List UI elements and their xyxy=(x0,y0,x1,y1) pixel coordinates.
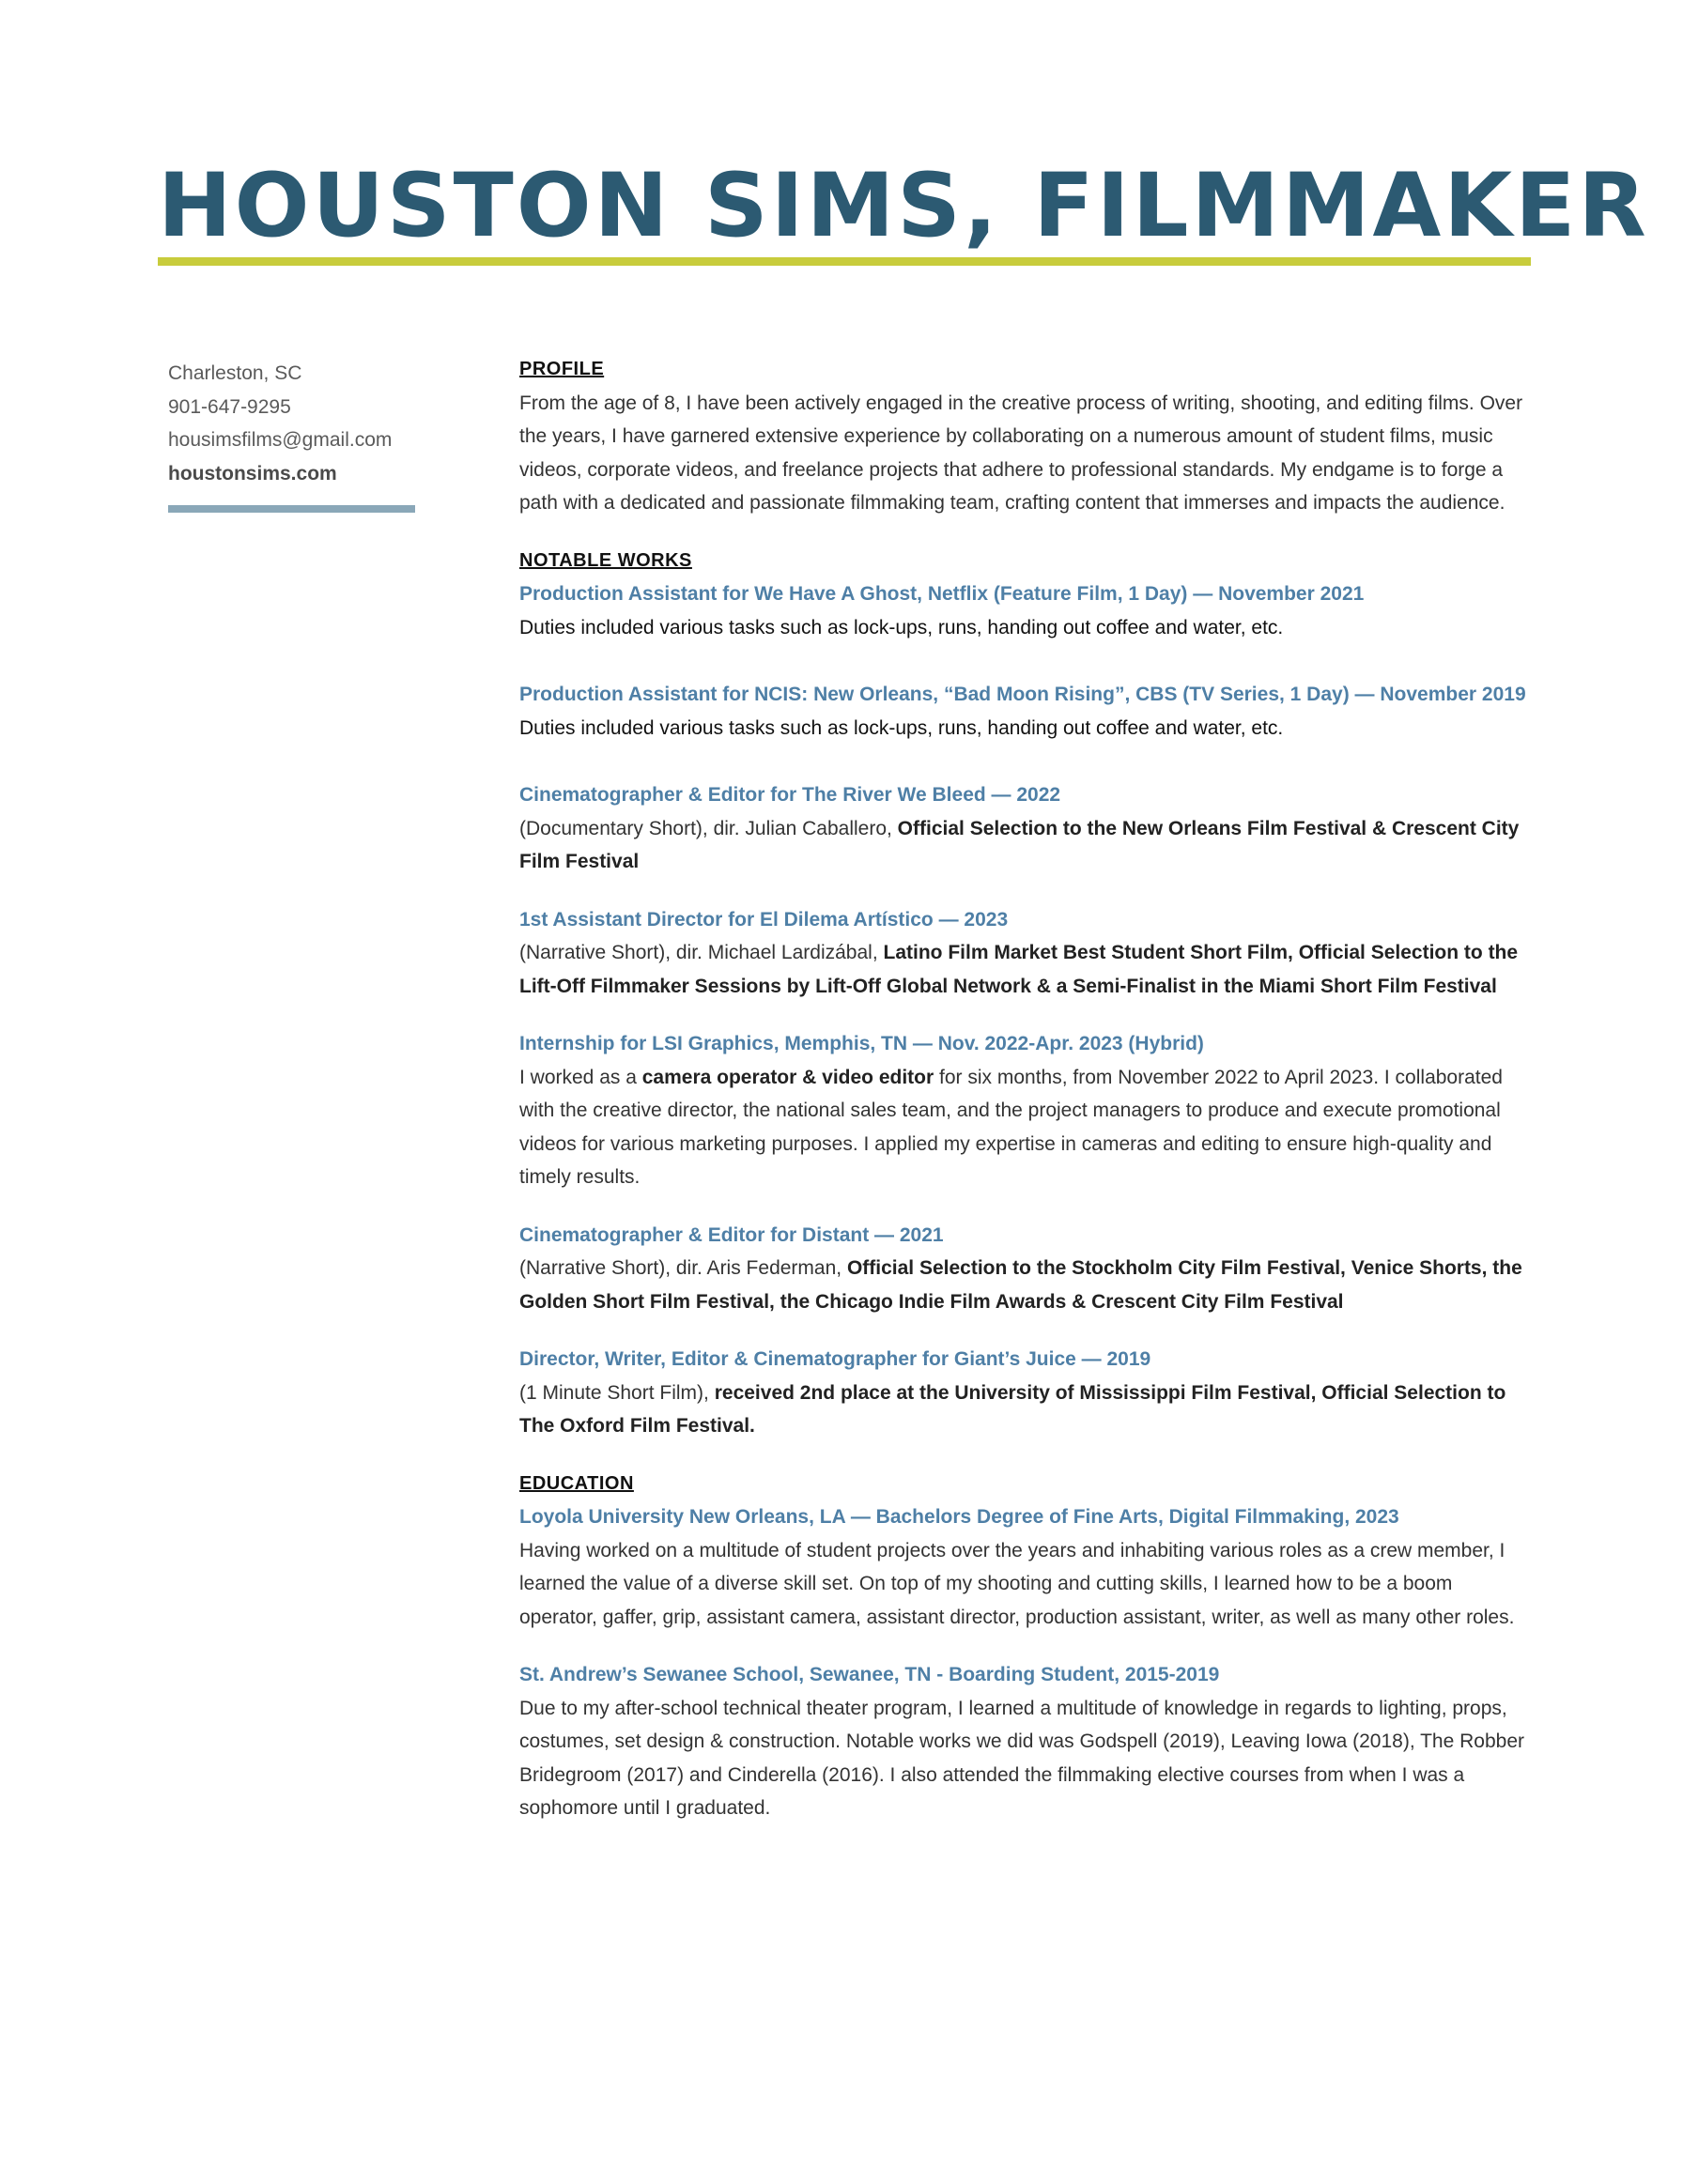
work-entry xyxy=(519,678,1534,745)
work-awards: Latino Film Market Best Student Short Film, Official Selection to the Lift-Off Filmmaker Sessions by Lift-Off Global Network & a Semi-Finalist in the Miami Short Film Festival xyxy=(519,942,1519,997)
work-entry xyxy=(519,903,1534,1004)
work-title: Production Assistant for NCIS: New Orleans, “Bad Moon Rising”, CBS (TV Series, 1 Day) — November 2019 xyxy=(519,684,1526,705)
education-section xyxy=(519,1468,1534,1825)
work-description xyxy=(519,1377,1534,1443)
works-section xyxy=(519,545,1534,1443)
sidebar-divider xyxy=(168,505,415,513)
work-title: Cinematographer & Editor for The River We Bleed — 2022 xyxy=(519,784,1061,806)
profile-text: From the age of 8, I have been actively engaged in the creative process of writing, shooting, and editing films. Over the years, I have garnered extensive experience by collaborating on a numerous amount of student films, music videos, corporate videos, and freelance projects that adhere to professional standards. My endgame is to forge a path with a dedicated and passionate filmmaking team, crafting content that immerses and impacts the audience. xyxy=(519,392,1523,514)
contact-phone: 901-647-9295 xyxy=(168,395,291,418)
work-title: 1st Assistant Director for El Dilema Artístico — 2023 xyxy=(519,908,1009,931)
profile-heading: PROFILE xyxy=(519,359,605,379)
work-entry xyxy=(519,1219,1534,1319)
education-entry xyxy=(519,1658,1534,1825)
page-title: HOUSTON SIMS, FILMMAKER xyxy=(158,155,1649,257)
work-title: Director, Writer, Editor & Cinematographer for Giant’s Juice — 2019 xyxy=(519,1348,1151,1370)
work-awards: Official Selection to the Stockholm City Film Festival, Venice Shorts, the Golden Short Film Festival, the Chicago Indie Film Awards & Crescent City Film Festival xyxy=(519,1257,1522,1313)
works-heading: NOTABLE WORKS xyxy=(519,549,692,571)
education-heading: EDUCATION xyxy=(519,1472,634,1494)
work-description xyxy=(519,812,1534,879)
contact-location: Charleston, SC xyxy=(168,362,302,384)
work-text-post: for six months, from November 2022 to April 2023. I collaborated with the creative director, the national sales team, and the project managers to produce and execute promotional videos for various marketing purposes. I applied my expertise in cameras and editing to ensure high-quality and timely results. xyxy=(519,1066,1503,1188)
work-awards: received 2nd place at the University of Mississippi Film Festival, Official Selection to The Oxford Film Festival. xyxy=(519,1381,1506,1437)
contact-email[interactable]: housimsfilms@gmail.com xyxy=(168,429,393,451)
work-entry xyxy=(519,1343,1534,1443)
work-entry xyxy=(519,1027,1534,1194)
work-credit: (1 Minute Short Film), xyxy=(519,1381,715,1404)
work-description xyxy=(519,936,1534,1003)
work-description xyxy=(519,1061,1534,1194)
education-description: Due to my after-school technical theater program, I learned a multitude of knowledge in regards to lighting, props, costumes, set design & construction. Notable works we did was Godspell (2019), Leaving Iowa (2018), The Robber Bridegroom (2017) and Cinderella (2016). I also attended the filmmaking elective courses from when I was a sophomore until I graduated. xyxy=(519,1697,1525,1819)
contact-website[interactable]: houstonsims.com xyxy=(168,462,337,484)
work-description: Duties included various tasks such as lock-ups, runs, handing out coffee and water, etc. xyxy=(519,616,1284,638)
work-credit: (Narrative Short), dir. Aris Federman, xyxy=(519,1257,847,1279)
work-title: Production Assistant for We Have A Ghost, Netflix (Feature Film, 1 Day) — November 2021 xyxy=(519,583,1365,605)
work-title: Cinematographer & Editor for Distant — 2021 xyxy=(519,1223,944,1246)
work-role: camera operator & video editor xyxy=(641,1066,934,1088)
education-entry xyxy=(519,1500,1534,1634)
education-description: Having worked on a multitude of student projects over the years and inhabiting various roles as a crew member, I learned the value of a diverse skill set. On top of my shooting and cutting skills, I learned how to be a boom operator, gaffer, grip, assistant camera, assistant director, production assistant, writer, as well as many other roles. xyxy=(519,1539,1515,1628)
work-credit: (Narrative Short), dir. Michael Lardizábal, xyxy=(519,942,884,963)
work-description xyxy=(519,1252,1534,1318)
education-title: St. Andrew’s Sewanee School, Sewanee, TN - Boarding Student, 2015-2019 xyxy=(519,1664,1220,1685)
work-entry xyxy=(519,577,1534,644)
profile-section xyxy=(519,353,1534,520)
title-underline xyxy=(158,257,1531,266)
contact-sidebar xyxy=(168,357,422,490)
work-awards: Official Selection to the New Orleans Film Festival & Crescent City Film Festival xyxy=(519,817,1520,872)
work-description: Duties included various tasks such as lock-ups, runs, handing out coffee and water, etc. xyxy=(519,716,1284,739)
work-entry xyxy=(519,778,1534,879)
work-text-pre: I worked as a xyxy=(519,1066,642,1088)
work-credit: (Documentary Short), dir. Julian Caballero, xyxy=(519,817,898,839)
work-title: Internship for LSI Graphics, Memphis, TN — Nov. 2022-Apr. 2023 (Hybrid) xyxy=(519,1033,1204,1054)
resume-main xyxy=(519,353,1534,1850)
education-title: Loyola University New Orleans, LA — Bachelors Degree of Fine Arts, Digital Filmmaking, 2023 xyxy=(519,1506,1399,1528)
